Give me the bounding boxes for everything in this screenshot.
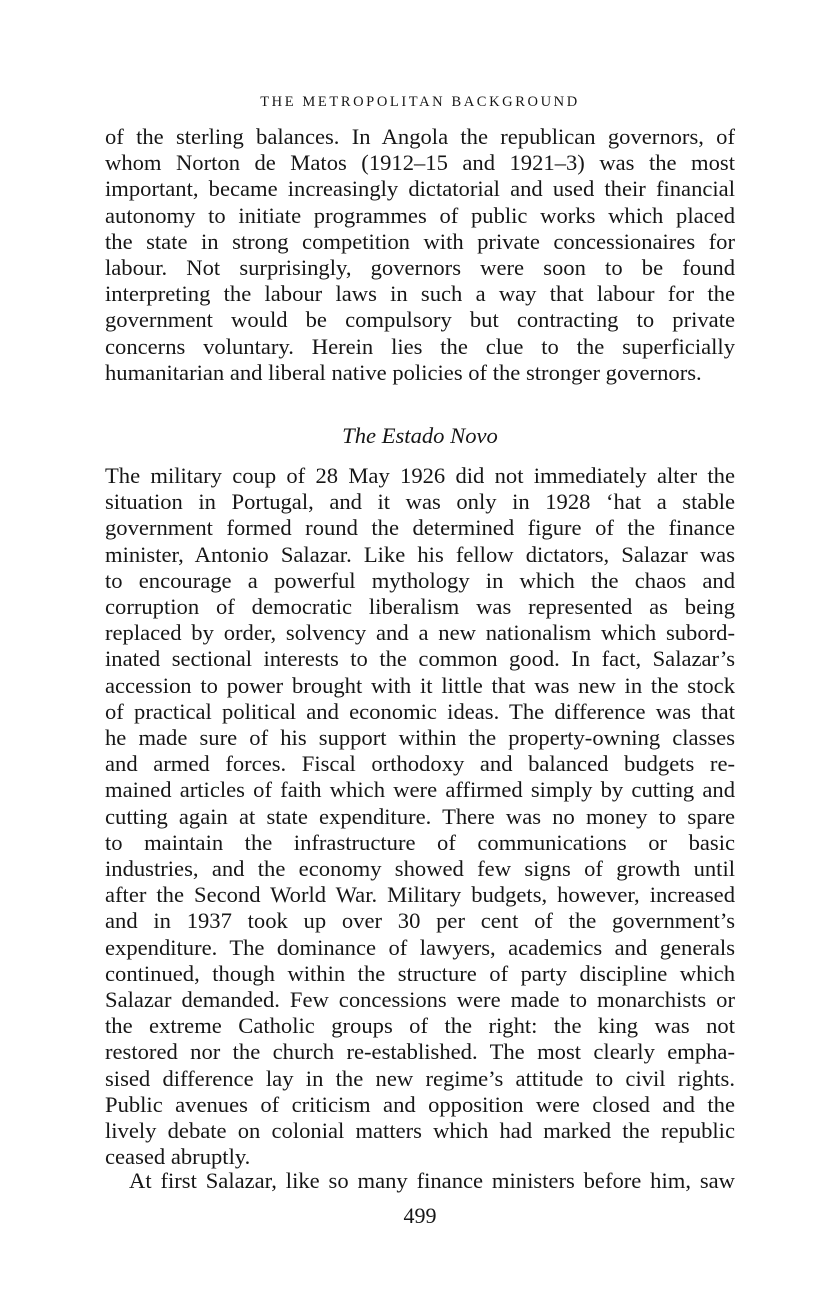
text-line: of practical political and economic ideas. The difference was that bbox=[105, 698, 735, 724]
text-line: whom Norton de Matos (1912–15 and 1921–3) was the most bbox=[105, 150, 735, 176]
text-line: of the sterling balances. In Angola the republican governors, of bbox=[105, 124, 735, 149]
text-line: Public avenues of criticism and opposition were closed and the bbox=[105, 1091, 735, 1117]
paragraph bbox=[105, 1168, 735, 1194]
text-line: industries, and the economy showed few signs of growth until bbox=[105, 856, 735, 882]
text-line: At first Salazar, like so many finance ministers before him, saw bbox=[129, 1168, 735, 1193]
paragraph bbox=[105, 463, 735, 1170]
text-line: situation in Portugal, and it was only in 1928 ‘hat a stable bbox=[105, 489, 735, 515]
text-line: and armed forces. Fiscal orthodoxy and balanced budgets re- bbox=[105, 751, 735, 777]
text-line: concerns voluntary. Herein lies the clue to the superficially bbox=[105, 333, 735, 359]
text-line: corruption of democratic liberalism was represented as being bbox=[105, 594, 735, 620]
text-line: mained articles of faith which were affirmed simply by cutting and bbox=[105, 777, 735, 803]
text-line: autonomy to initiate programmes of public works which placed bbox=[105, 202, 735, 228]
text-line: important, became increasingly dictatorial and used their financial bbox=[105, 176, 735, 202]
text-line: ceased abruptly. bbox=[105, 1144, 251, 1170]
text-line: to encourage a powerful mythology in which the chaos and bbox=[105, 567, 735, 593]
text-line: sised difference lay in the new regime’s attitude to civil rights. bbox=[105, 1065, 735, 1091]
text-line: after the Second World War. Military budgets, however, increased bbox=[105, 882, 735, 908]
text-line: the state in strong competition with private concessionaires for bbox=[105, 228, 735, 254]
text-line: accession to power brought with it little that was new in the stock bbox=[105, 672, 735, 698]
text-line: interpreting the labour laws in such a way that labour for the bbox=[105, 281, 735, 307]
text-line: he made sure of his support within the property-owning classes bbox=[105, 725, 735, 751]
running-header: THE METROPOLITAN BACKGROUND bbox=[260, 94, 580, 110]
text-line: minister, Antonio Salazar. Like his fellow dictators, Salazar was bbox=[105, 541, 735, 567]
text-line: inated sectional interests to the common good. In fact, Salazar’s bbox=[105, 646, 735, 672]
text-line: government would be compulsory but contracting to private bbox=[105, 307, 735, 333]
text-line: cutting again at state expenditure. There was no money to spare bbox=[105, 803, 735, 829]
section-heading: The Estado Novo bbox=[342, 423, 498, 448]
text-line: The military coup of 28 May 1926 did not immediately alter the bbox=[105, 463, 735, 488]
page-number: 499 bbox=[403, 1203, 437, 1228]
text-line: labour. Not surprisingly, governors were soon to be found bbox=[105, 255, 735, 281]
text-line: replaced by order, solvency and a new nationalism which subord- bbox=[105, 620, 735, 646]
text-line: government formed round the determined figure of the finance bbox=[105, 515, 735, 541]
text-line: lively debate on colonial matters which had marked the republic bbox=[105, 1118, 735, 1144]
text-line: Salazar demanded. Few concessions were made to monarchists or bbox=[105, 987, 735, 1013]
text-line: and in 1937 took up over 30 per cent of the government’s bbox=[105, 908, 735, 934]
text-line: humanitarian and liberal native policies of the stronger governors. bbox=[105, 359, 702, 385]
text-line: restored nor the church re-established. The most clearly empha- bbox=[105, 1039, 735, 1065]
paragraph-continuation bbox=[105, 124, 735, 386]
text-line: continued, though within the structure of party discipline which bbox=[105, 960, 735, 986]
text-line: expenditure. The dominance of lawyers, academics and generals bbox=[105, 934, 735, 960]
text-line: the extreme Catholic groups of the right: the king was not bbox=[105, 1013, 735, 1039]
text-line: to maintain the infrastructure of communications or basic bbox=[105, 829, 735, 855]
